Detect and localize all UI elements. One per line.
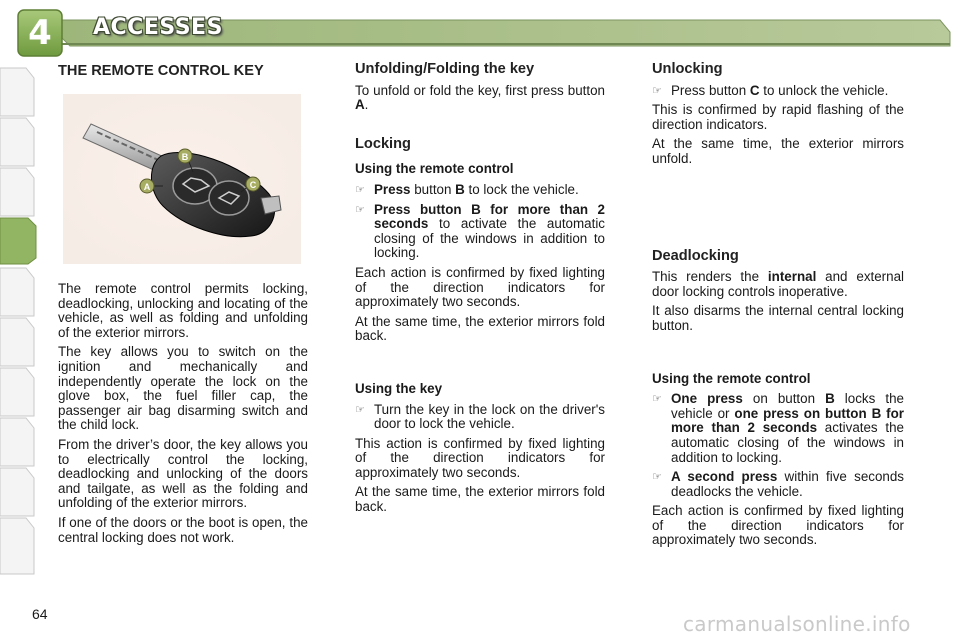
label-c-marker bbox=[246, 177, 260, 191]
chapter-tab-rail bbox=[0, 58, 40, 578]
text: C bbox=[749, 82, 760, 98]
text: locks the vehicle or bbox=[671, 391, 904, 421]
section-title-unlocking: Unlocking bbox=[652, 61, 723, 77]
text: Turn the key in the lock on the driver's door to lock the vehicle. bbox=[374, 401, 605, 432]
paragraph: From the driver’s door, the key allows you to electrically control the locking, deadlocking and unlocking of the doors and tailgate, as well as the folding and unfolding of the exterior mirrors. bbox=[58, 436, 308, 511]
pointing-hand-icon: ☞ bbox=[652, 470, 662, 484]
label-b: B bbox=[181, 152, 189, 162]
text: button bbox=[410, 181, 456, 197]
section-title-unfolding: Unfolding/Folding the key bbox=[355, 61, 535, 77]
section-title-locking: Locking bbox=[355, 135, 411, 152]
text: and external door locking controls inoperative. bbox=[652, 269, 905, 299]
paragraph: The remote control permits locking, deadlocking, unlocking and locating of the vehicle, as well as folding and unfolding of the exterior mirrors. bbox=[58, 281, 308, 340]
pointing-hand-icon: ☞ bbox=[355, 182, 365, 196]
chapter-title: ACCESSES bbox=[93, 15, 223, 40]
label-b-marker bbox=[178, 149, 192, 163]
paragraph: At the same time, the exterior mirrors fold back. bbox=[355, 313, 605, 344]
text: This renders the bbox=[652, 269, 768, 285]
subtitle-remote-control: Using the remote control bbox=[355, 161, 514, 177]
text: B bbox=[825, 391, 835, 407]
text: One press bbox=[671, 391, 743, 407]
remote-key-illustration bbox=[63, 94, 301, 264]
subtitle-using-key: Using the key bbox=[355, 380, 443, 396]
button-ref: A bbox=[355, 97, 365, 113]
text: on button bbox=[742, 391, 826, 407]
tab-rail-graphic bbox=[0, 58, 40, 578]
paragraph: At the same time, the exterior mirrors fold back. bbox=[355, 484, 605, 515]
bullet-item bbox=[652, 84, 904, 99]
paragraph: Each action is confirmed by fixed lighting of the direction indicators for approximately two seconds. bbox=[355, 264, 605, 310]
paragraph: This action is confirmed by fixed lighting of the direction indicators for approximately two seconds. bbox=[355, 435, 605, 480]
pointing-hand-icon: ☞ bbox=[652, 83, 662, 97]
text: one press on button B for more than 2 seconds bbox=[671, 405, 904, 436]
text: internal bbox=[767, 269, 817, 285]
paragraph: The key allows you to switch on the ignition and mechanically and independently operate the lock on the glove box, the fuel filler cap, the passenger air bag disarming switch and the child lock. bbox=[58, 344, 308, 433]
text: Press button B for more than 2 seconds bbox=[374, 201, 605, 232]
label-a: A bbox=[143, 182, 151, 192]
pointing-hand-icon: ☞ bbox=[652, 392, 662, 406]
label-a-marker bbox=[140, 179, 154, 193]
column-unlocking bbox=[652, 62, 904, 553]
chapter-header bbox=[0, 0, 960, 58]
pointing-hand-icon: ☞ bbox=[355, 402, 365, 416]
chapter-number: 4 bbox=[28, 13, 52, 53]
bullet-item bbox=[652, 392, 904, 465]
paragraph: If one of the doors or the boot is open, the central locking does not work. bbox=[58, 514, 308, 545]
text: activates the automatic closing of the windows in addition to locking. bbox=[671, 420, 904, 465]
text: within five seconds deadlocks the vehicle. bbox=[671, 469, 904, 499]
text: Press button bbox=[671, 82, 750, 98]
subtitle-remote-control: Using the remote control bbox=[652, 370, 811, 386]
remote-key-description bbox=[58, 282, 308, 550]
bullet-item bbox=[652, 470, 904, 499]
pointing-hand-icon: ☞ bbox=[355, 202, 365, 216]
text: . bbox=[364, 97, 369, 113]
column-locking bbox=[355, 62, 605, 520]
text: A second press bbox=[671, 469, 778, 485]
text: To unfold or fold the key, first press button bbox=[355, 82, 605, 98]
page-number: 64 bbox=[32, 606, 48, 622]
paragraph: This is confirmed by rapid flashing of the direction indicators. bbox=[652, 102, 904, 132]
text: B bbox=[455, 181, 465, 197]
label-c: C bbox=[249, 180, 257, 190]
bullet-item bbox=[355, 403, 605, 432]
unfold-instruction bbox=[355, 84, 605, 113]
text: to lock the vehicle. bbox=[464, 181, 579, 197]
paragraph: Each action is confirmed by fixed lighting of the direction indicators for approximately two seconds. bbox=[652, 503, 904, 548]
section-title-remote-key: THE REMOTE CONTROL KEY bbox=[58, 63, 264, 79]
section-title-deadlocking: Deadlocking bbox=[652, 247, 739, 264]
bullet-item bbox=[355, 183, 605, 198]
paragraph: It also disarms the internal central locking button. bbox=[652, 303, 904, 333]
text: Press bbox=[374, 181, 411, 197]
text: to unlock the vehicle. bbox=[759, 82, 889, 98]
paragraph bbox=[652, 270, 904, 299]
bullet-item bbox=[355, 203, 605, 261]
paragraph: At the same time, the exterior mirrors unfold. bbox=[652, 136, 904, 166]
watermark: carmanualsonline.info bbox=[683, 612, 911, 636]
text: to activate the automatic closing of the windows in addition to locking. bbox=[374, 216, 605, 261]
column-remote-control-key bbox=[58, 62, 308, 79]
